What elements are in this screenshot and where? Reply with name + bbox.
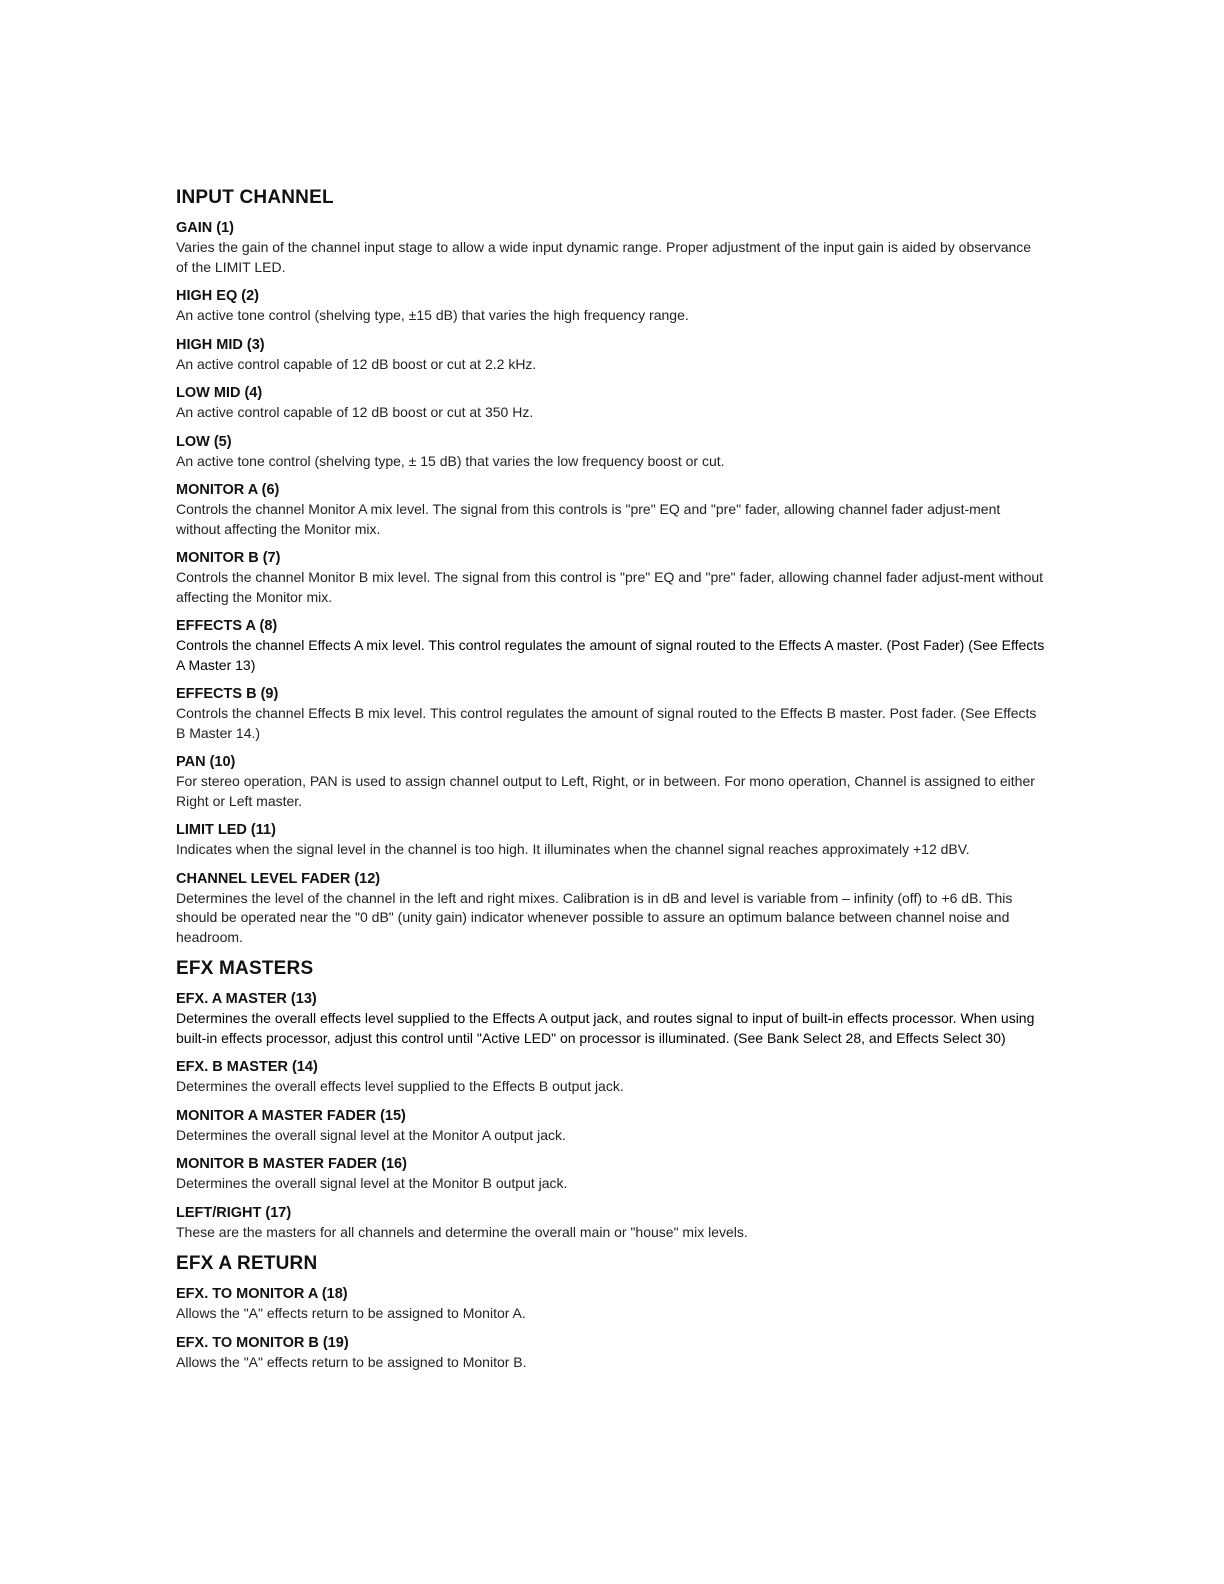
entry-title: LOW (5) xyxy=(176,433,232,450)
entry-title: EFX. TO MONITOR B (19) xyxy=(176,1334,349,1351)
entry-pan xyxy=(176,753,1046,811)
entry-title: HIGH MID (3) xyxy=(176,336,265,353)
entry-body: Varies the gain of the channel input stage to allow a wide input dynamic range. Proper adjustment of the input gain is aided by observance of the LIMIT LED. xyxy=(176,239,1032,275)
entry-low-mid xyxy=(176,384,1046,423)
entry-title: MONITOR A (6) xyxy=(176,482,280,498)
entry-limit-led xyxy=(176,821,1046,860)
entry-title: EFX. A MASTER (13) xyxy=(176,991,317,1007)
entry-body: Determines the level of the channel in the left and right mixes. Calibration is in dB and level is variable from – infinity (off) to +6 dB. This should be operated near the "0 dB" (unity gain) indicator whenever possible to assure an optimum balance between channel noise and headroom. xyxy=(176,889,1013,945)
entry-body: Controls the channel Monitor B mix level. The signal from this control is "pre" EQ and "pre" fader, allowing channel fader adjust-ment without affecting the Monitor mix. xyxy=(176,569,1044,605)
entry-high-mid xyxy=(176,336,1046,375)
entry-efx-a-master xyxy=(176,990,1046,1048)
entry-title: EFX. B MASTER (14) xyxy=(176,1059,318,1075)
entry-gain xyxy=(176,219,1046,277)
section-efx-a-return xyxy=(176,1252,1046,1372)
entry-effects-b xyxy=(176,685,1046,743)
entry-efx-to-monitor-b xyxy=(176,1334,1046,1373)
section-efx-masters xyxy=(176,957,1046,1242)
entry-high-eq xyxy=(176,287,1046,326)
entry-left-right xyxy=(176,1204,1046,1243)
entry-effects-a xyxy=(176,617,1046,675)
entry-body: Controls the channel Effects B mix level. This control regulates the amount of signal routed to the Effects B master. Post fader. (See Effects B Master 14.) xyxy=(176,705,1037,741)
entry-body: For stereo operation, PAN is used to assign channel output to Left, Right, or in between. For mono operation, Channel is assigned to either Right or Left master. xyxy=(176,773,1035,809)
entry-body: Indicates when the signal level in the channel is too high. It illuminates when the channel signal reaches approximately +12 dBV. xyxy=(176,841,970,857)
entry-monitor-b xyxy=(176,549,1046,607)
entry-title: CHANNEL LEVEL FADER (12) xyxy=(176,870,381,887)
entry-body: Allows the "A" effects return to be assigned to Monitor A. xyxy=(176,1305,526,1321)
document-page xyxy=(176,186,1046,1382)
entry-channel-level-fader xyxy=(176,870,1046,948)
entry-title: MONITOR B MASTER FADER (16) xyxy=(176,1156,407,1172)
entry-low xyxy=(176,433,1046,472)
entry-title: HIGH EQ (2) xyxy=(176,288,259,304)
entry-body: An active tone control (shelving type, ±15 dB) that varies the high frequency range. xyxy=(176,307,689,323)
section-title: EFX A RETURN xyxy=(176,1253,318,1274)
section-input-channel xyxy=(176,186,1046,947)
entry-body: Controls the channel Effects A mix level. This control regulates the amount of signal routed to the Effects A master. (Post Fader) (See Effects A Master 13) xyxy=(176,637,1045,673)
entry-body: Allows the "A" effects return to be assigned to Monitor B. xyxy=(176,1353,527,1370)
entry-body: Determines the overall effects level supplied to the Effects B output jack. xyxy=(176,1078,624,1094)
entry-title: EFFECTS B (9) xyxy=(176,686,279,702)
section-title: INPUT CHANNEL xyxy=(176,187,334,208)
entry-title: LEFT/RIGHT (17) xyxy=(176,1204,292,1221)
entry-body: An active control capable of 12 dB boost or cut at 2.2 kHz. xyxy=(176,355,537,372)
entry-title: LOW MID (4) xyxy=(176,385,263,401)
entry-monitor-a-master-fader xyxy=(176,1107,1046,1146)
entry-monitor-a xyxy=(176,481,1046,539)
entry-body: An active tone control (shelving type, ± 15 dB) that varies the low frequency boost or cut. xyxy=(176,452,725,469)
entry-title: GAIN (1) xyxy=(176,220,234,236)
entry-title: EFX. TO MONITOR A (18) xyxy=(176,1286,348,1302)
entry-efx-to-monitor-a xyxy=(176,1285,1046,1324)
entry-title: MONITOR B (7) xyxy=(176,550,281,566)
entry-title: PAN (10) xyxy=(176,754,236,770)
entry-monitor-b-master-fader xyxy=(176,1155,1046,1194)
entry-title: MONITOR A MASTER FADER (15) xyxy=(176,1107,406,1124)
entry-body: Controls the channel Monitor A mix level. The signal from this controls is "pre" EQ and "pre" fader, allowing channel fader adjust-ment without affecting the Monitor mix. xyxy=(176,501,1001,537)
entry-body: An active control capable of 12 dB boost or cut at 350 Hz. xyxy=(176,404,534,420)
entry-body: Determines the overall signal level at the Monitor B output jack. xyxy=(176,1175,568,1191)
entry-title: LIMIT LED (11) xyxy=(176,822,276,838)
entry-body: These are the masters for all channels and determine the overall main or "house" mix levels. xyxy=(176,1223,748,1240)
entry-efx-b-master xyxy=(176,1058,1046,1097)
entry-body: Determines the overall signal level at the Monitor A output jack. xyxy=(176,1126,566,1143)
entry-title: EFFECTS A (8) xyxy=(176,618,278,634)
section-title: EFX MASTERS xyxy=(176,958,314,979)
entry-body: Determines the overall effects level supplied to the Effects A output jack, and routes signal to input of built-in effects processor. When using built-in effects processor, adjust this control until "Active LED" on processor is illuminated. (See Bank Select 28, and Effects Select 30) xyxy=(176,1010,1035,1046)
